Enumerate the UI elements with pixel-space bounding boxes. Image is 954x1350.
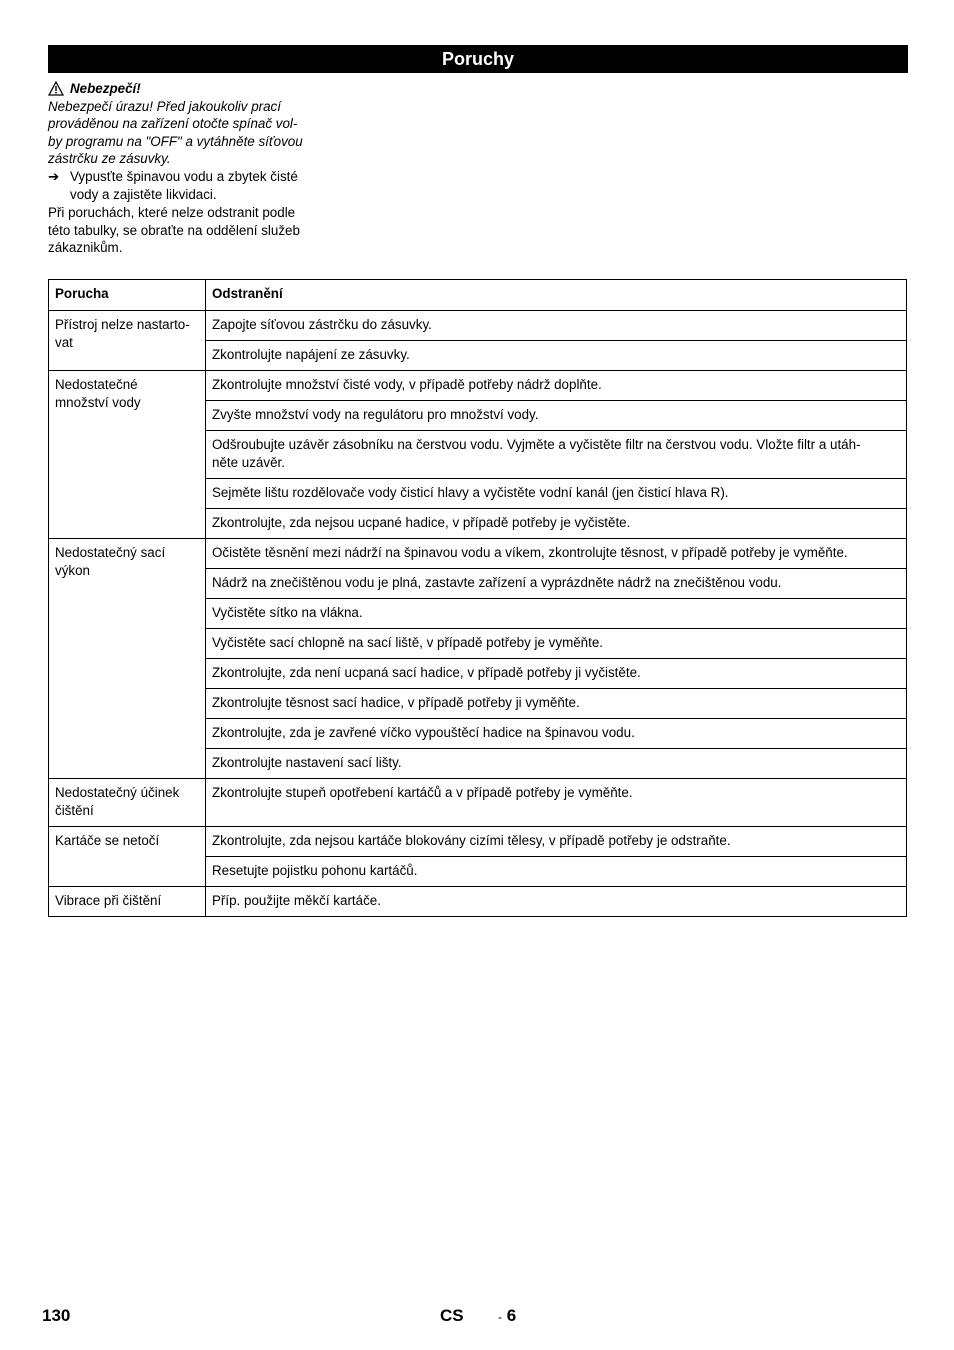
note-line: Při poruchách, které nelze odstranit podle bbox=[48, 205, 296, 221]
step-line: Vypusťte špinavou vodu a zbytek čisté bbox=[70, 168, 298, 184]
remedy-cell: Sejměte lištu rozdělovače vody čisticí hlavy a vyčistěte vodní kanál (jen čisticí hlava R). bbox=[206, 479, 907, 509]
fault-cell: Vibrace při čištění bbox=[49, 887, 206, 917]
remedy-cell: Zkontrolujte napájení ze zásuvky. bbox=[206, 341, 907, 371]
remedy-cell: Zapojte síťovou zástrčku do zásuvky. bbox=[206, 311, 907, 341]
remedy-cell: Očistěte těsnění mezi nádrží na špinavou vodu a víkem, zkontrolujte těsnost, v případě potřeby je vyměňte. bbox=[206, 539, 907, 569]
remedy-cell: Zkontrolujte, zda je zavřené víčko vypouštěcí hadice na špinavou vodu. bbox=[206, 719, 907, 749]
warning-text bbox=[48, 98, 323, 168]
table-row bbox=[49, 827, 907, 857]
fault-cell: Kartáče se netočí bbox=[49, 827, 206, 887]
section-page-number: 6 bbox=[506, 1306, 517, 1325]
note-line: zákaznikům. bbox=[48, 240, 123, 256]
page-number: 130 bbox=[42, 1306, 71, 1325]
fault-cell: Přístroj nelze nastarto- vat bbox=[49, 311, 206, 371]
remedy-cell: Zkontrolujte, zda není ucpaná sací hadice, v případě potřeby ji vyčistěte. bbox=[206, 659, 907, 689]
warning-line: Nebezpečí úrazu! Před jakoukoliv prací bbox=[48, 98, 281, 114]
intro-block bbox=[48, 80, 323, 257]
fault-cell: Nedostatečný sací výkon bbox=[49, 539, 206, 779]
header-remedy: Odstranění bbox=[206, 280, 907, 311]
warning-triangle-icon bbox=[48, 81, 64, 96]
table-row bbox=[49, 371, 907, 401]
remedy-cell: Zkontrolujte, zda nejsou ucpané hadice, v případě potřeby je vyčistěte. bbox=[206, 509, 907, 539]
remedy-cell: Zkontrolujte těsnost sací hadice, v případě potřeby ji vyměňte. bbox=[206, 689, 907, 719]
remedy-cell: Zkontrolujte stupeň opotřebení kartáčů a v případě potřeby je vyměňte. bbox=[206, 779, 907, 827]
warning-heading bbox=[48, 80, 323, 98]
table-row bbox=[49, 539, 907, 569]
header-fault: Porucha bbox=[49, 280, 206, 311]
arrow-right-icon: ➔ bbox=[48, 168, 60, 184]
fault-cell: Nedostatečný účinek čištění bbox=[49, 779, 206, 827]
remedy-cell: Odšroubujte uzávěr zásobníku na čerstvou vodu. Vyjměte a vyčistěte filtr na čerstvou vodu. Vložte filtr a utáh- něte uzávěr. bbox=[206, 431, 907, 479]
note-line: této tabulky, se obraťte na oddělení služeb bbox=[48, 222, 300, 238]
troubleshooting-table bbox=[48, 279, 907, 917]
section-page bbox=[498, 1306, 516, 1326]
warning-line: by programu na "OFF" a vytáhněte síťovou bbox=[48, 133, 303, 149]
remedy-cell: Příp. použijte měkčí kartáče. bbox=[206, 887, 907, 917]
remedy-cell: Zkontrolujte, zda nejsou kartáče blokovány cizími tělesy, v případě potřeby je odstraňte. bbox=[206, 827, 907, 857]
instruction-step bbox=[48, 168, 323, 203]
table-row bbox=[49, 887, 907, 917]
warning-line: zástrčku ze zásuvky. bbox=[48, 151, 171, 167]
service-note bbox=[48, 204, 323, 257]
fault-cell: Nedostatečné množství vody bbox=[49, 371, 206, 539]
remedy-cell: Nádrž na znečištěnou vodu je plná, zastavte zařízení a vyprázdněte nádrž na znečištěnou vodu. bbox=[206, 569, 907, 599]
remedy-cell: Zkontrolujte nastavení sací lišty. bbox=[206, 749, 907, 779]
table-header-row bbox=[49, 280, 907, 311]
remedy-cell: Vyčistěte sítko na vlákna. bbox=[206, 599, 907, 629]
page-dash: - bbox=[498, 1310, 502, 1324]
warning-line: prováděnou na zařízení otočte spínač vol- bbox=[48, 116, 298, 132]
step-line: vody a zajistěte likvidaci. bbox=[70, 186, 217, 202]
table-row bbox=[49, 311, 907, 341]
section-title: Poruchy bbox=[48, 45, 908, 73]
remedy-cell: Vyčistěte sací chlopně na sací liště, v případě potřeby je vyměňte. bbox=[206, 629, 907, 659]
table-body bbox=[49, 311, 907, 917]
language-code: CS bbox=[440, 1306, 464, 1325]
remedy-cell: Resetujte pojistku pohonu kartáčů. bbox=[206, 857, 907, 887]
warning-label: Nebezpečí! bbox=[70, 81, 141, 96]
table-row bbox=[49, 779, 907, 827]
remedy-cell: Zvyšte množství vody na regulátoru pro množství vody. bbox=[206, 401, 907, 431]
remedy-cell: Zkontrolujte množství čisté vody, v případě potřeby nádrž doplňte. bbox=[206, 371, 907, 401]
